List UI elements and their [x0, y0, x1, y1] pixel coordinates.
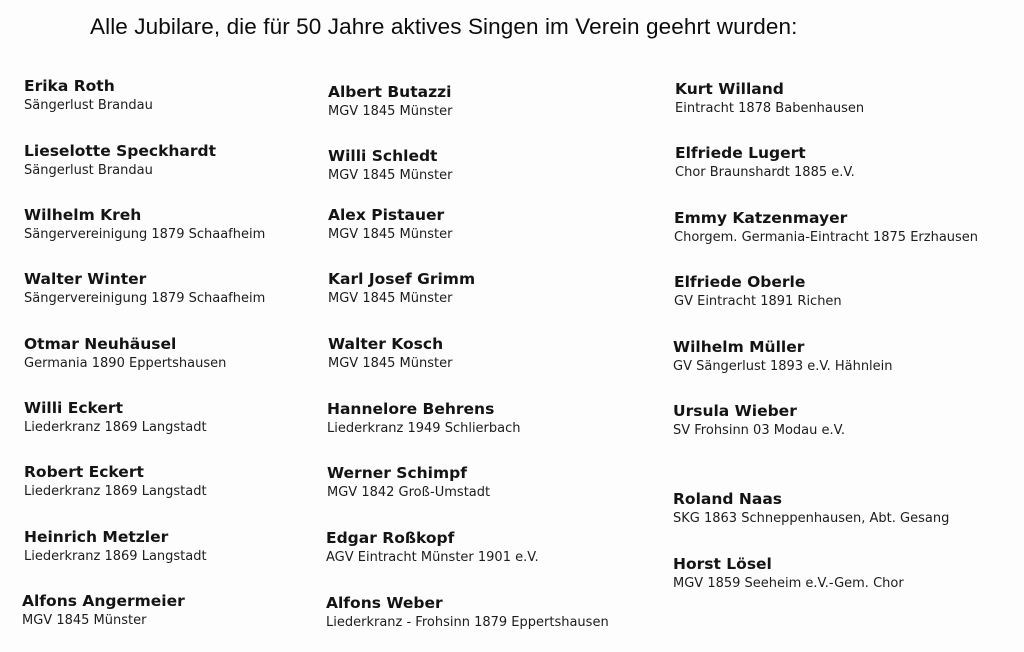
honoree-club: Liederkranz - Frohsinn 1879 Eppertshausen	[326, 615, 609, 630]
honoree-name: Wilhelm Müller	[673, 338, 805, 356]
honoree-name: Kurt Willand	[675, 80, 784, 98]
honoree-name: Wilhelm Kreh	[24, 206, 142, 224]
honoree-club: Liederkranz 1869 Langstadt	[24, 484, 207, 499]
honoree-club: Liederkranz 1949 Schlierbach	[327, 421, 521, 436]
honoree-name: Alfons Weber	[326, 594, 443, 612]
honoree-name: Alex Pistauer	[328, 206, 445, 224]
honoree-name: Albert Butazzi	[328, 83, 452, 101]
honoree-entry	[24, 141, 216, 180]
honoree-entry	[326, 528, 539, 567]
honoree-club: MGV 1845 Münster	[22, 613, 147, 628]
honoree-entry	[674, 208, 978, 247]
honoree-club: GV Eintracht 1891 Richen	[674, 294, 842, 309]
honoree-club: Chor Braunshardt 1885 e.V.	[675, 165, 855, 180]
honoree-name: Werner Schimpf	[327, 464, 467, 482]
honoree-name: Walter Kosch	[328, 335, 444, 353]
honoree-name: Otmar Neuhäusel	[24, 335, 177, 353]
honoree-club: Liederkranz 1869 Langstadt	[24, 549, 207, 564]
honoree-entry	[328, 205, 452, 244]
honoree-entry	[24, 334, 226, 373]
honoree-entry	[24, 462, 207, 501]
honoree-name: Elfriede Lugert	[675, 144, 806, 162]
honoree-name: Willi Eckert	[24, 399, 123, 417]
honoree-name: Emmy Katzenmayer	[674, 209, 848, 227]
honoree-entry	[674, 272, 842, 311]
honoree-entry	[327, 463, 490, 502]
honoree-name: Elfriede Oberle	[674, 273, 806, 291]
honoree-entry	[24, 398, 207, 437]
honoree-club: Eintracht 1878 Babenhausen	[675, 101, 865, 116]
honoree-club: Chorgem. Germania-Eintracht 1875 Erzhausen	[674, 230, 979, 245]
honoree-entry	[673, 401, 845, 440]
honoree-entry	[328, 146, 452, 185]
honoree-club: AGV Eintracht Münster 1901 e.V.	[326, 550, 539, 565]
honoree-entry	[328, 269, 475, 308]
honoree-club: GV Sängerlust 1893 e.V. Hähnlein	[673, 359, 893, 374]
honoree-name: Alfons Angermeier	[22, 592, 185, 610]
honoree-entry	[328, 82, 452, 121]
honoree-club: MGV 1842 Groß-Umstadt	[327, 485, 491, 500]
honoree-club: Liederkranz 1869 Langstadt	[24, 420, 207, 435]
honoree-club: Sängerlust Brandau	[24, 163, 153, 178]
honoree-entry	[675, 79, 864, 118]
honoree-club: Sängerlust Brandau	[24, 98, 153, 113]
honoree-entry	[675, 143, 855, 182]
honoree-entry	[326, 593, 609, 632]
honoree-entry	[673, 337, 893, 376]
honoree-entry	[673, 554, 904, 593]
honoree-entry	[24, 269, 265, 308]
honoree-club: Germania 1890 Eppertshausen	[24, 356, 227, 371]
honoree-entry	[673, 489, 949, 528]
honoree-club: MGV 1845 Münster	[328, 291, 453, 306]
honoree-name: Roland Naas	[673, 490, 782, 508]
honoree-name: Edgar Roßkopf	[326, 529, 455, 547]
honoree-name: Horst Lösel	[673, 555, 772, 573]
honoree-entry	[22, 591, 185, 630]
honoree-club: SV Frohsinn 03 Modau e.V.	[673, 423, 845, 438]
honoree-entry	[327, 399, 521, 438]
honoree-entry	[24, 205, 265, 244]
honoree-name: Willi Schledt	[328, 147, 438, 165]
honoree-name: Ursula Wieber	[673, 402, 797, 420]
honoree-club: MGV 1859 Seeheim e.V.-Gem. Chor	[673, 576, 904, 591]
honoree-name: Robert Eckert	[24, 463, 144, 481]
honoree-club: MGV 1845 Münster	[328, 104, 453, 119]
honoree-club: MGV 1845 Münster	[328, 356, 453, 371]
honoree-name: Erika Roth	[24, 77, 115, 95]
honoree-club: Sängervereinigung 1879 Schaafheim	[24, 291, 266, 306]
honoree-name: Hannelore Behrens	[327, 400, 495, 418]
honoree-entry	[328, 334, 452, 373]
honoree-club: SKG 1863 Schneppenhausen, Abt. Gesang	[673, 511, 950, 526]
honoree-name: Walter Winter	[24, 270, 147, 288]
honoree-name: Karl Josef Grimm	[328, 270, 476, 288]
honoree-entry	[24, 76, 153, 115]
honoree-name: Lieselotte Speckhardt	[24, 142, 217, 160]
honoree-club: MGV 1845 Münster	[328, 168, 453, 183]
honoree-club: MGV 1845 Münster	[328, 227, 453, 242]
honoree-entry	[24, 527, 207, 566]
honoree-name: Heinrich Metzler	[24, 528, 169, 546]
document-heading: Alle Jubilare, die für 50 Jahre aktives Singen im Verein geehrt wurden:	[90, 14, 798, 39]
honoree-club: Sängervereinigung 1879 Schaafheim	[24, 227, 266, 242]
